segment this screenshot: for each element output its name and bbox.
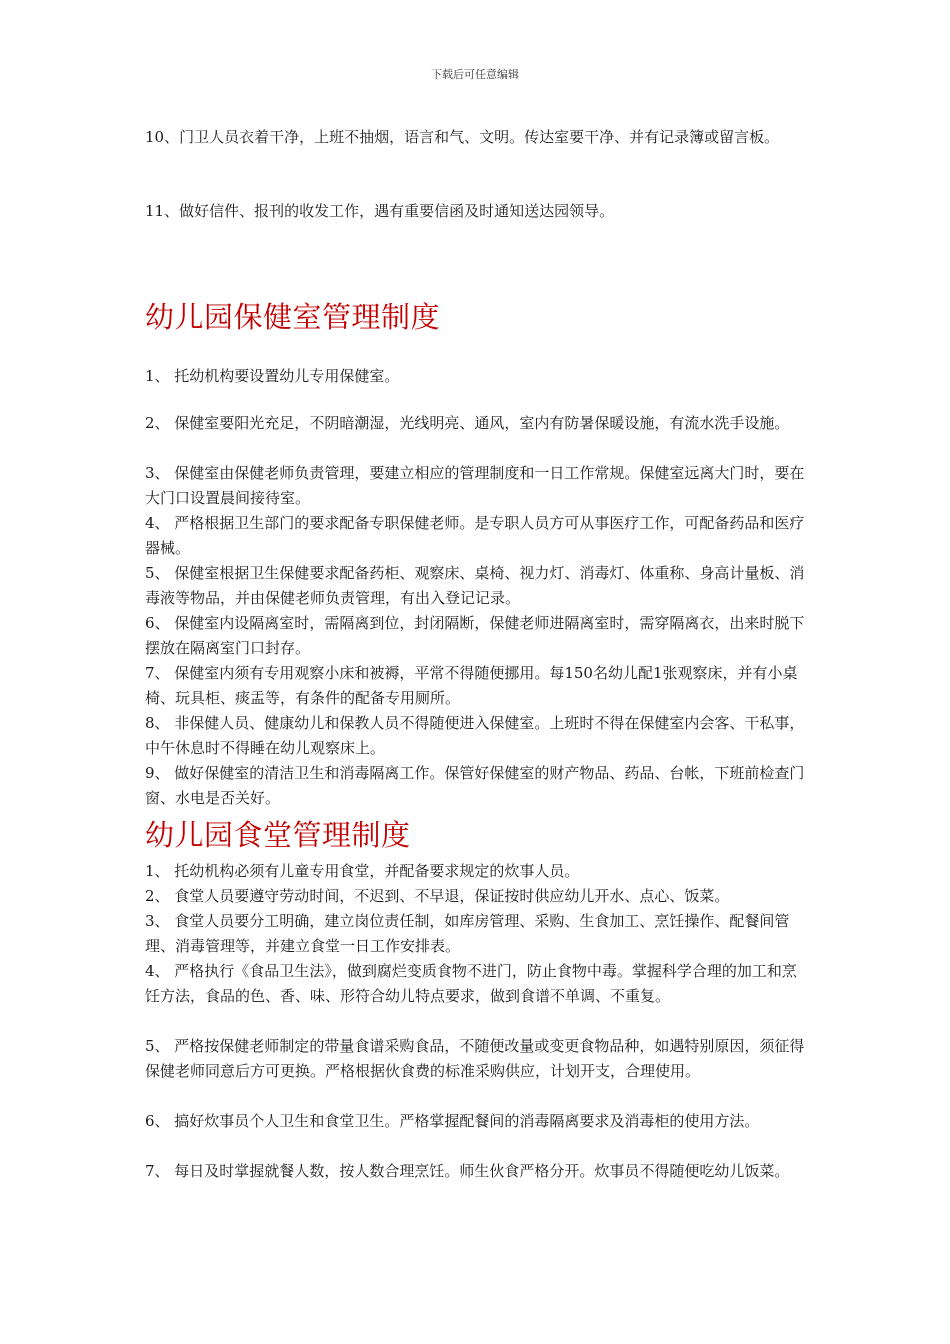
list-item: 7、 每日及时掌握就餐人数，按人数合理烹饪。师生伙食严格分开。炊事员不得随便吃幼儿饭菜。 <box>145 1162 790 1180</box>
list-item: 10、门卫人员衣着干净，上班不抽烟，语言和气、文明。传达室要干净、并有记录簿或留言板。 <box>145 128 780 146</box>
page-header: 下载后可任意编辑 <box>431 68 519 81</box>
section-title-health-room: 幼儿园保健室管理制度 <box>145 300 441 334</box>
list-item: 1、 托幼机构要设置幼儿专用保健室。 <box>145 367 400 385</box>
list-item: 6、 保健室内设隔离室时，需隔离到位，封闭隔断，保健老师进隔离室时，需穿隔离衣，出来时脱下摆放在隔离室门口封存。 <box>145 614 805 657</box>
list-item: 9、 做好保健室的清洁卫生和消毒隔离工作。保管好保健室的财产物品、药品、台帐，下班前检查门窗、水电是否关好。 <box>145 764 805 807</box>
list-item: 11、做好信件、报刊的收发工作，遇有重要信函及时通知送达园领导。 <box>145 202 615 220</box>
list-item: 3、 食堂人员要分工明确，建立岗位责任制，如库房管理、采购、生食加工、烹饪操作、配餐间管理、消毒管理等，并建立食堂一日工作安排表。 <box>145 912 790 955</box>
list-item: 7、 保健室内须有专用观察小床和被褥，平常不得随便挪用。每150名幼儿配1张观察床，并有小桌椅、玩具柜、痰盂等，有条件的配备专用厕所。 <box>145 664 798 707</box>
list-item: 6、 搞好炊事员个人卫生和食堂卫生。严格掌握配餐间的消毒隔离要求及消毒柜的使用方法。 <box>145 1112 760 1130</box>
list-item: 5、 保健室根据卫生保健要求配备药柜、观察床、桌椅、视力灯、消毒灯、体重称、身高计量板、消毒液等物品，并由保健老师负责管理，有出入登记记录。 <box>145 564 805 607</box>
list-item: 4、 严格根据卫生部门的要求配备专职保健老师。是专职人员方可从事医疗工作，可配备药品和医疗器械。 <box>145 514 805 557</box>
list-item: 1、 托幼机构必须有儿童专用食堂，并配备要求规定的炊事人员。 <box>145 862 580 880</box>
list-item: 3、 保健室由保健老师负责管理，要建立相应的管理制度和一日工作常规。保健室远离大门时，要在大门口设置晨间接待室。 <box>145 464 805 507</box>
list-item: 2、 食堂人员要遵守劳动时间，不迟到、不早退，保证按时供应幼儿开水、点心、饭菜。 <box>145 887 730 905</box>
section-title-canteen: 幼儿园食堂管理制度 <box>145 818 411 852</box>
list-item: 5、 严格按保健老师制定的带量食谱采购食品，不随便改量或变更食物品种，如遇特别原因，须征得保健老师同意后方可更换。严格根据伙食费的标准采购供应，计划开支，合理使用。 <box>145 1037 805 1080</box>
list-item: 2、 保健室要阳光充足，不阴暗潮湿，光线明亮、通风，室内有防暑保暖设施，有流水洗手设施。 <box>145 414 790 432</box>
list-item: 4、 严格执行《食品卫生法》，做到腐烂变质食物不进门，防止食物中毒。掌握科学合理的加工和烹饪方法，食品的色、香、味、形符合幼儿特点要求，做到食谱不单调、不重复。 <box>145 962 797 1005</box>
list-item: 8、 非保健人员、健康幼儿和保教人员不得随便进入保健室。上班时不得在保健室内会客、干私事，中午休息时不得睡在幼儿观察床上。 <box>145 714 805 757</box>
